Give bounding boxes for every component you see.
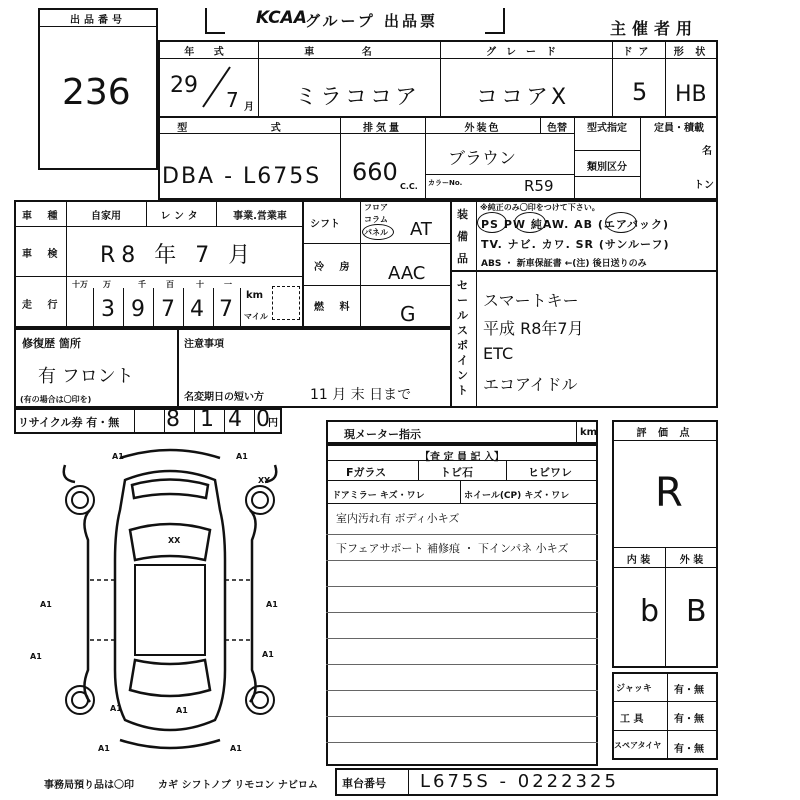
shift-value: AT — [410, 219, 432, 240]
spare-tire-value: 有・無 — [674, 744, 704, 755]
tools-value: 有・無 — [674, 714, 704, 725]
inspector-remark-2: 下フェアサポート 補修痕 ・ 下インパネ 小キズ — [336, 542, 569, 555]
shift-option-panel: パネル — [364, 228, 388, 237]
mileage-digit-100: 7 — [161, 297, 175, 322]
usage-option-business: 事業.営業車 — [233, 211, 287, 222]
unit-100: 百 — [166, 280, 174, 289]
persons-label: 名 — [702, 146, 712, 157]
repair-value: 有 フロント — [38, 366, 134, 387]
sales-points-label: セールスポイント — [457, 279, 468, 397]
shift-panel-circle — [362, 224, 394, 240]
sales-point-2: 平成 R8年7月 — [483, 319, 584, 338]
ruled-line — [326, 586, 598, 587]
inspection-value: R8 年 7 月 — [100, 243, 257, 268]
glass-option-crack: ヒビワレ — [528, 466, 572, 479]
ac-value: AAC — [388, 263, 426, 284]
organizer-label: 主催者用 — [610, 19, 699, 38]
exterior-label: 外 装 — [679, 555, 704, 566]
capacity-label: 定員・積載 — [654, 123, 704, 134]
fuel-value: G — [400, 302, 416, 326]
color-no-label: カラーNo. — [428, 179, 463, 187]
glass-option-chip: トビ石 — [440, 466, 473, 479]
cc-label: C.C. — [400, 182, 418, 191]
keys-note: カギ シフトノブ リモコン ナビロム — [158, 780, 318, 791]
repair-label: 修復歴 箇所 — [22, 337, 81, 350]
unit-1: 一 — [224, 280, 232, 289]
name-change-label: 名変期日の短い方 — [184, 392, 264, 403]
sales-point-3: ETC — [483, 344, 514, 363]
model-value: DBA - L675S — [162, 164, 322, 189]
glass-label: Fガラス — [346, 466, 387, 479]
damage-mark-7: A1 — [30, 652, 42, 661]
chassis-label: 車台番号 — [342, 777, 386, 790]
car-name-label: 車 名 — [304, 47, 394, 58]
jack-label: ジャッキ — [616, 684, 652, 694]
grade-score: R — [655, 470, 683, 516]
ruled-line — [326, 690, 598, 691]
group-title: グループ 出品票 — [305, 12, 439, 30]
jack-value: 有・無 — [674, 685, 704, 696]
name-change-value: 11 月 末 日まで — [310, 387, 412, 403]
unit-1k: 千 — [138, 280, 146, 289]
shape-label: 形 状 — [673, 47, 710, 58]
model-designation-label: 型式指定 — [587, 123, 627, 134]
color-change-label: 色替 — [547, 123, 567, 134]
color-code-value: R59 — [524, 177, 554, 195]
mileage-digit-1: 7 — [219, 297, 233, 322]
model-label: 型 式 — [177, 123, 321, 134]
shape-value: HB — [675, 82, 707, 107]
km-label: km — [246, 290, 264, 301]
unit-10: 十 — [196, 280, 204, 289]
damage-mark-1: A1 — [112, 452, 124, 461]
grade-title: 評 価 点 — [636, 428, 694, 439]
recycle-digit-2: 1 — [200, 407, 214, 432]
usage-option-private: 自家用 — [91, 211, 121, 222]
interior-label: 内 装 — [626, 555, 651, 566]
unit-10k: 万 — [103, 280, 111, 289]
recycle-digit-3: 4 — [228, 407, 242, 432]
damage-mark-12: A1 — [230, 744, 242, 753]
classification-label: 類別区分 — [587, 162, 627, 173]
damage-mark-2: A1 — [236, 452, 248, 461]
usage-row-label: 車 種 — [22, 211, 64, 222]
equipment-line-2: TV. ナビ. カワ. SR (サンルーフ) — [481, 238, 670, 251]
inspector-remark-1: 室内汚れ有 ボディ小キズ — [336, 512, 460, 525]
unit-100k: 十万 — [72, 280, 88, 289]
year-value: 29 — [170, 73, 198, 98]
damage-mark-11: A1 — [98, 744, 110, 753]
damage-mark-9: A1 — [110, 704, 122, 713]
grade-value: ココアX — [476, 85, 570, 110]
ruled-line — [326, 560, 598, 561]
shift-option-column: コラム — [364, 215, 388, 224]
doors-value: 5 — [632, 78, 648, 106]
interior-grade: b — [640, 594, 660, 629]
wheel-label: ホイール(CP) キズ・ワレ — [464, 491, 570, 501]
ruled-line — [326, 612, 598, 613]
ruled-line — [326, 716, 598, 717]
equipment-line-3: ABS ・ 新車保証書 ←(注) 後日送りのみ — [481, 259, 647, 269]
equipment-label: 装備品 — [457, 208, 468, 265]
shift-label: シフト — [310, 219, 340, 230]
tons-label: トン — [694, 180, 714, 191]
sales-point-1: スマートキー — [483, 291, 579, 310]
mileage-digit-10k: 3 — [101, 297, 115, 322]
displacement-value: 660 — [352, 158, 398, 186]
recycle-digit-1: 8 — [166, 407, 180, 432]
grade-label: グレード — [486, 47, 566, 58]
recycle-digit-4: 0 — [256, 407, 270, 432]
equipment-line-1: PS PW 純AW. AB (エアバック) — [481, 218, 670, 231]
usage-option-rental: レンタ — [160, 211, 202, 222]
car-name-value: ミラココア — [295, 85, 421, 110]
circle-ab — [605, 212, 637, 233]
damage-mark-6: A1 — [266, 600, 278, 609]
exterior-color-value: ブラウン — [448, 149, 516, 169]
meter-unit: km — [580, 427, 598, 438]
damage-mark-8: A1 — [262, 650, 274, 659]
shift-option-floor: フロア — [364, 203, 388, 212]
ac-label: 冷 房 — [314, 262, 356, 273]
unit-checkbox — [272, 286, 300, 320]
office-note: 事務局預り品は〇印 — [44, 780, 134, 791]
meter-label: 現メーター指示 — [344, 428, 421, 441]
circle-ps — [477, 212, 507, 233]
damage-mark-4: XX — [168, 536, 181, 545]
fuel-label: 燃 料 — [314, 302, 356, 313]
month-value: 7 — [226, 88, 239, 112]
mileage-digit-10: 4 — [190, 297, 204, 322]
chassis-value: L675S - 0222325 — [420, 771, 619, 792]
recycle-label: リサイクル券 有・無 — [18, 416, 120, 429]
lot-number: 236 — [62, 72, 131, 113]
exterior-color-label: 外装色 — [464, 123, 501, 134]
inspector-title: 【査 定 員 記 入】 — [420, 452, 504, 463]
inspection-label: 車 検 — [22, 249, 64, 260]
ruled-line — [326, 664, 598, 665]
ruled-line — [326, 742, 598, 743]
lot-number-label: 出品番号 — [70, 15, 126, 26]
mileage-digit-1k: 9 — [131, 297, 145, 322]
exterior-grade: B — [686, 594, 707, 629]
brand-logo: KCAA — [256, 8, 307, 28]
circle-pw — [514, 212, 546, 233]
spare-tire-label: スペアタイヤ — [614, 741, 662, 750]
mileage-label: 走 行 — [22, 300, 64, 311]
damage-mark-3: XY — [258, 476, 270, 485]
mirror-label: ドアミラー キズ・ワレ — [332, 491, 425, 501]
doors-label: ドア — [622, 47, 655, 58]
sales-point-4: エコアイドル — [483, 375, 578, 394]
recycle-unit: 円 — [268, 418, 278, 429]
mile-label: マイル — [244, 312, 268, 321]
displacement-label: 排気量 — [363, 123, 402, 134]
notes-label: 注意事項 — [184, 339, 224, 350]
month-suffix: 月 — [244, 102, 254, 113]
damage-mark-10: A1 — [176, 706, 188, 715]
tools-label: 工 具 — [620, 714, 644, 725]
repair-note: (有の場合は〇印を) — [20, 395, 92, 404]
equipment-note: ※純正のみ〇印をつけて下さい。 — [480, 203, 600, 212]
damage-mark-5: A1 — [40, 600, 52, 609]
ruled-line — [326, 534, 598, 535]
year-label: 年 式 — [184, 47, 232, 58]
ruled-line — [326, 638, 598, 639]
